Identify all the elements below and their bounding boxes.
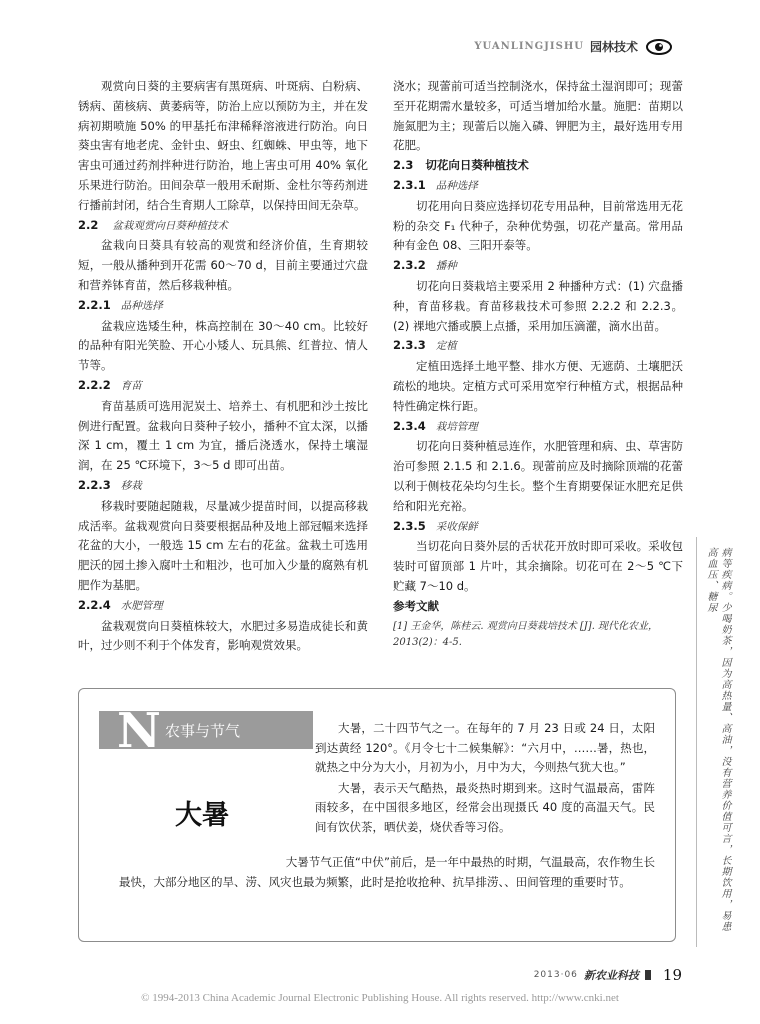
subsection-heading: 2.2.2 育苗 (78, 377, 142, 392)
paragraph: 切花用向日葵应选择切花专用品种，目前常选用无花粉的杂交 F₁ 代种子，杂种优势强，切花产量高。常用品种有金色 08、三阳开泰等。 (393, 198, 683, 253)
reference-item: [1] 王金华，陈桂云. 观赏向日葵栽培技术 [J]. 现代化农业，2013(2)：4-5. (393, 620, 659, 648)
paragraph: 大暑，二十四节气之一。在每年的 7 月 23 日或 24 日，太阳到达黄经 120°。《月令七十二候集解》：“六月中，……暑，热也，就热之中分为大小，月初为小，月中为大，今则热气犹大也。” (315, 721, 655, 774)
page-footer (534, 966, 682, 984)
paragraph: 大暑节气正值“中伏”前后，是一年中最热的时期，气温最高，农作物生长最快，大部分地区的旱、涝、风灾也最为频繁，此时是抢收抢种、抗旱排涝、、田间管理的重要时节。 (119, 855, 655, 889)
feature-banner (99, 703, 313, 759)
section-heading: 2.2 盆栽观赏向日葵种植技术 (78, 217, 228, 232)
page-number: 19 (662, 966, 682, 984)
subsection-heading: 2.3.3 定植 (393, 338, 457, 353)
feature-title: 大暑 (175, 800, 229, 831)
left-column (78, 77, 368, 656)
side-note-text: 病等疾病。少喝奶茶，因为高热量、高油，没有营养价值可言，长期饮用，易患高血压、糖尿 (705, 547, 730, 932)
paragraph: 大暑，表示天气酷热，最炎热时期到来。这时气温最高，雷阵雨较多，在中国很多地区，经常会出现摄氏 40 度的高温天气。民间有饮伏茶，晒伏姜，烧伏香等习俗。 (315, 780, 655, 834)
eye-logo-icon (646, 39, 672, 55)
copyright-notice: © 1994-2013 China Academic Journal Electronic Publishing House. All rights reserved. http://www.cnki.net (141, 992, 619, 1004)
subsection-heading: 2.2.4 水肥管理 (78, 597, 163, 612)
paragraph: 定植田选择土地平整、排水方便、无遮荫、土壤肥沃疏松的地块。定植方式可采用宽窄行种植方式，根据品种特性确定株行距。 (393, 359, 683, 413)
subsection-heading: 2.3.1 品种选择 (393, 177, 478, 192)
section-heading: 2.3 切花向日葵种植技术 (393, 158, 529, 173)
feature-text-wide (119, 853, 655, 892)
subsection-heading: 2.3.5 采收保鲜 (393, 518, 478, 533)
paragraph: 观赏向日葵的主要病害有黑斑病、叶斑病、白粉病、锈病、菌核病、黄萎病等，防治上应以预防为主，并在发病初期喷施 50% 的甲基托布津稀释溶液进行防治。向日葵虫害有地老虎、金针虫、蚜虫、红蜘蛛、甲虫等，地下害虫可通过药剂拌种进行防治，地上害虫可用 40% 氧化乐果进行防治。田间杂草一般用禾耐斯、金杜尔等药剂进行播前封闭，结合生育期人工除草，以保持田间无杂草。 (78, 79, 368, 212)
subsection-heading: 2.2.3 移栽 (78, 477, 142, 492)
header-english-title: YUANLINGJISHU (474, 41, 584, 52)
paragraph: 当切花向日葵外层的舌状花开放时即可采收。采收包装时可留顶部 1 片叶，其余摘除。切花可在 2～5 ℃下贮藏 7～10 d。 (393, 539, 683, 593)
header-chinese-title: 园林技术 (589, 40, 638, 54)
magazine-name: 新农业科技 (583, 969, 639, 982)
paragraph: 切花向日葵种植忌连作，水肥管理和病、虫、草害防治可参照 2.1.5 和 2.1.6。现蕾前应及时摘除顶端的花蕾以利于侧枝花朵均匀生长。整个生育期要保证水肥充足供给和阳光充裕。 (393, 439, 683, 513)
paragraph: 移栽时要随起随栽，尽量减少提苗时间，以提高移栽成活率。盆栽观赏向日葵要根据品种及地上部冠幅来选择花盆的大小，一般选 15 cm 左右的花盆。盆栽土可选用肥沃的园土掺入腐叶土和粗沙，也可加入少量的腐熟有机肥作为基肥。 (78, 498, 368, 592)
feature-text (315, 719, 655, 838)
subsection-heading: 2.3.2 播种 (393, 258, 457, 273)
paragraph: 盆栽向日葵具有较高的观赏和经济价值，生育期较短，一般从播种到开花需 60～70 d，目前主要通过穴盘和营养钵育苗，然后移栽种植。 (78, 238, 368, 292)
issue-number: 2013·06 (533, 970, 578, 980)
side-margin-note (696, 537, 738, 947)
paragraph: 盆栽应选矮生种，株高控制在 30～40 cm。比较好的品种有阳光笑脸、开心小矮人、玩具熊、红普拉、情人节等。 (78, 318, 368, 373)
paragraph: 育苗基质可选用泥炭土、培养土、有机肥和沙土按比例进行配置。盆栽向日葵种子较小，播种不宜太深，以播深 1 cm，覆土 1 cm 为宜，播后浇透水，保持土壤湿润，在 25 ℃环境下，3～5 d 即可出苗。 (78, 398, 368, 473)
right-column (393, 77, 683, 651)
page-header (474, 38, 672, 55)
paragraph: 切花向日葵栽培主要采用 2 种播种方式：(1) 穴盘播种，育苗移栽。育苗移栽技术可参照 2.2.2 和 2.2.3。(2) 裸地穴播或膜上点播，采用加压滴灌，滴水出苗。 (393, 278, 683, 333)
n-letter-icon: N (117, 703, 161, 759)
paragraph: 盆栽观赏向日葵植株较大，水肥过多易造成徒长和黄叶，过少则不利于个体发育，影响观赏效果。 (78, 618, 368, 653)
paragraph: 浇水；现蕾前可适当控制浇水，保持盆土湿润即可；现蕾至开花期需水量较多，可适当增加给水量。施肥：苗期以施氮肥为主；现蕾后以施入磷、钾肥为主，最好选用专用花肥。 (393, 79, 683, 153)
subsection-heading: 2.2.1 品种选择 (78, 297, 163, 312)
banner-label: 农事与节气 (165, 722, 241, 740)
feature-box (78, 688, 676, 942)
subsection-heading: 2.3.4 栽培管理 (393, 418, 478, 433)
footer-block-icon (645, 970, 651, 980)
references-heading: 参考文献 (393, 598, 439, 613)
